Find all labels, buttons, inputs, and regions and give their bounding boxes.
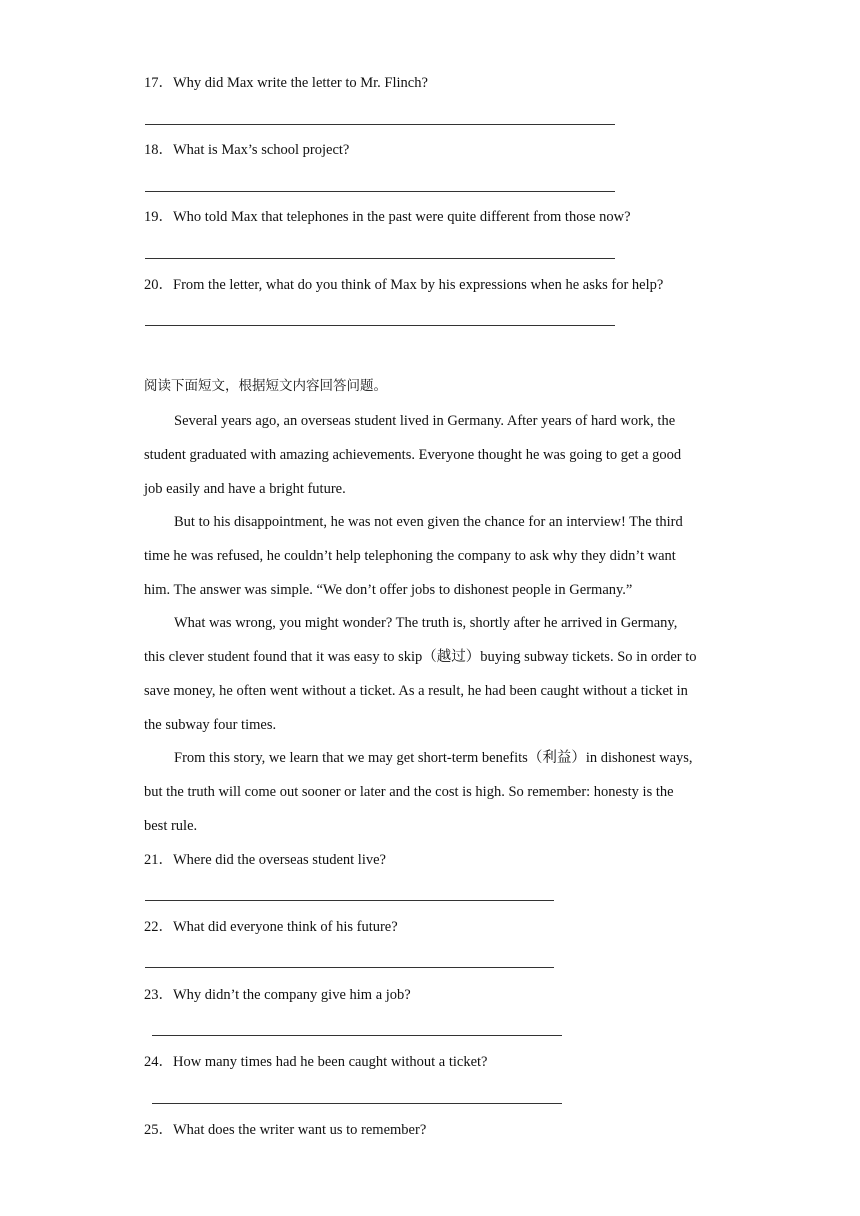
- section-instruction: 阅读下面短文，根据短文内容回答问题。: [144, 378, 387, 394]
- question-25: 25．What does the writer want us to remember?: [144, 1122, 427, 1138]
- answer-line-22[interactable]: [145, 967, 554, 968]
- question-24: 24．How many times had he been caught without a ticket?: [144, 1054, 488, 1070]
- passage-line: Several years ago, an overseas student lived in Germany. After years of hard work, the: [174, 413, 676, 429]
- answer-line-21[interactable]: [145, 900, 554, 901]
- passage-line: this clever student found that it was easy to skip（越过）buying subway tickets. So in order to: [144, 649, 697, 665]
- question-20: 20．From the letter, what do you think of Max by his expressions when he asks for help?: [144, 277, 664, 293]
- passage-line: But to his disappointment, he was not even given the chance for an interview! The third: [174, 514, 683, 530]
- answer-line-20[interactable]: [145, 325, 615, 326]
- passage-line: time he was refused, he couldn’t help telephoning the company to ask why they didn’t want: [144, 548, 676, 564]
- passage-line: best rule.: [144, 818, 198, 834]
- passage-line: What was wrong, you might wonder? The truth is, shortly after he arrived in Germany,: [174, 615, 678, 631]
- answer-line-19[interactable]: [145, 258, 615, 259]
- passage-line: student graduated with amazing achievements. Everyone thought he was going to get a good: [144, 447, 682, 463]
- question-17: 17．Why did Max write the letter to Mr. Flinch?: [144, 75, 428, 91]
- passage-line: but the truth will come out sooner or later and the cost is high. So remember: honesty is the: [144, 784, 674, 800]
- passage-line: him. The answer was simple. “We don’t offer jobs to dishonest people in Germany.”: [144, 582, 633, 598]
- question-21: 21．Where did the overseas student live?: [144, 852, 386, 868]
- answer-line-18[interactable]: [145, 191, 615, 192]
- passage-line: job easily and have a bright future.: [144, 481, 346, 497]
- question-18: 18．What is Max’s school project?: [144, 142, 350, 158]
- answer-line-24[interactable]: [152, 1103, 562, 1104]
- question-22: 22．What did everyone think of his future?: [144, 919, 398, 935]
- question-19: 19．Who told Max that telephones in the past were quite different from those now?: [144, 209, 631, 225]
- passage-line: From this story, we learn that we may get short-term benefits（利益）in dishonest ways,: [174, 750, 693, 766]
- question-23: 23．Why didn’t the company give him a job?: [144, 987, 411, 1003]
- passage-line: the subway four times.: [144, 717, 277, 733]
- answer-line-23[interactable]: [152, 1035, 562, 1036]
- answer-line-17[interactable]: [145, 124, 615, 125]
- passage-line: save money, he often went without a ticket. As a result, he had been caught without a ticket in: [144, 683, 688, 699]
